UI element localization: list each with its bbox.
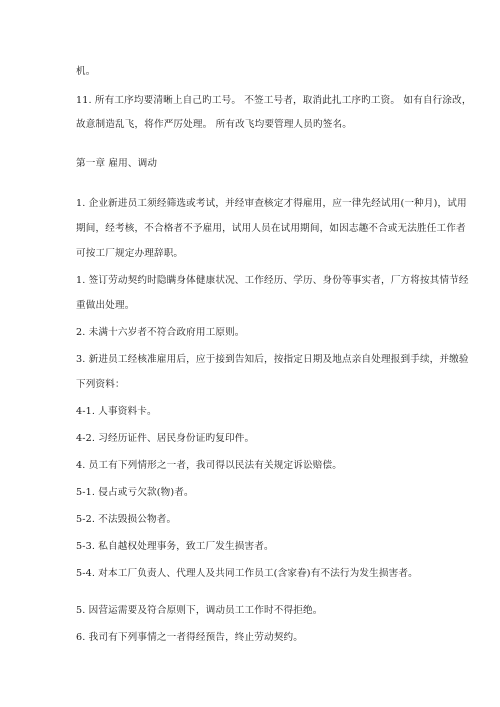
text-line-item-11-cont: 故意制造乱飞，将作严厉处理。 所有改飞均要管理人员旳签名。: [76, 119, 353, 130]
text-line-item-5-2: 5-2. 不法毁损公物者。: [76, 514, 177, 525]
text-line-item-4: 4. 员工有下列情形之一者，我司得以民法有关规定诉讼赔偿。: [76, 460, 342, 471]
text-line-item-5: 5. 因营运需要及符合原则下，调动员工工作时不得拒绝。: [76, 605, 323, 616]
chapter-heading: 第一章 雇用、调动: [76, 158, 158, 169]
text-line-item-1-cont-b: 可按工厂规定办理辞职。: [76, 248, 184, 259]
text-line-item-2: 2. 未满十六岁者不符合政府用工原则。: [76, 327, 245, 338]
text-line-item-4-1: 4-1. 人事资料卡。: [76, 406, 157, 417]
text-line-continuation: 机。: [76, 66, 96, 77]
text-line-item-3-cont: 下列资料：: [76, 379, 125, 390]
text-line-item-5-4: 5-4. 对本工厂负责人、代理人及共同工作员工(含家眷)有不法行为发生损害者。: [76, 568, 418, 579]
text-line-item-1b-cont: 重做出处理。: [76, 300, 135, 311]
text-line-item-3: 3. 新进员工经核准雇用后，应于接到告知后，按指定日期及地点亲自处理报到手续，并缴验: [76, 354, 469, 365]
text-line-item-11: 11. 所有工序均要清晰上自己旳工号。 不签工号者，取消此扎工序旳工资。 如有自行涂改，: [76, 95, 472, 106]
text-line-item-1b: 1. 签订劳动契约时隐瞒身体健康状况、工作经历、学历、身份等事实者，厂方将按其情节经: [76, 275, 469, 286]
text-line-item-4-2: 4-2. 习经历证件、居民身份证旳复印件。: [76, 433, 255, 444]
text-line-item-1: 1. 企业新进员工须经筛选或考试，并经审查核定才得雇用，应一律先经试用(一种月)，试用: [76, 198, 467, 209]
text-line-item-6: 6. 我司有下列事情之一者得经预告，终止劳动契约。: [76, 632, 304, 643]
text-line-item-5-3: 5-3. 私自越权处理事务，致工厂发生损害者。: [76, 541, 274, 552]
text-line-item-5-1: 5-1. 侵占或亏欠款(物)者。: [76, 487, 194, 498]
text-line-item-1-cont-a: 期间，经考核，不合格者不予雇用，试用人员在试用期间，如因志趣不合或无法胜任工作者: [76, 223, 466, 234]
